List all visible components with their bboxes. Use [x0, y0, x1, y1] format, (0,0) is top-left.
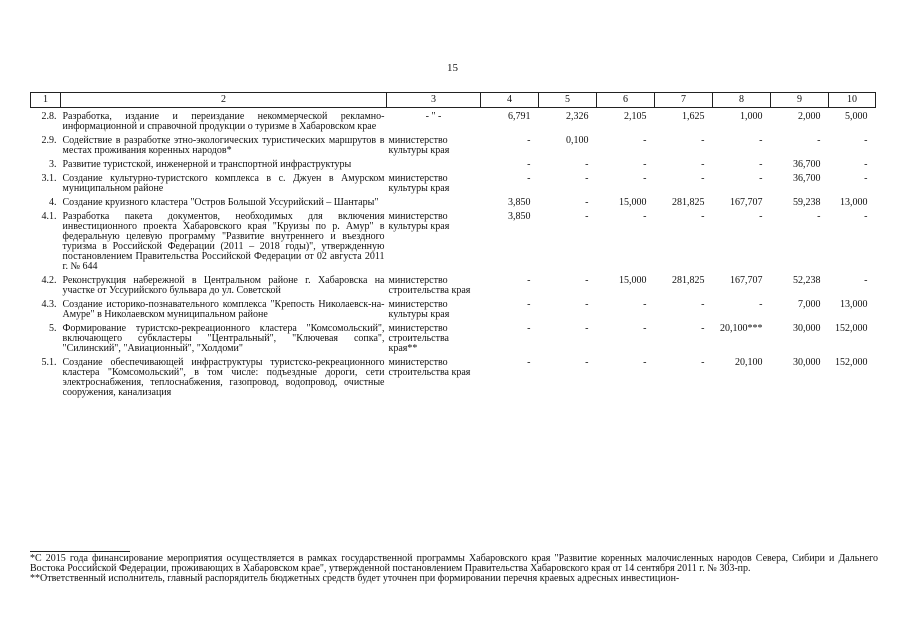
value-cell: - — [864, 173, 868, 184]
row-number: 3. — [49, 159, 57, 170]
value-cell: 3,850 — [508, 211, 531, 222]
executor: министерство культуры края — [388, 211, 450, 232]
executor — [387, 198, 481, 208]
value-cell: - — [527, 275, 531, 286]
value-cell: - — [585, 159, 589, 170]
value-cell: - — [759, 211, 763, 222]
value-cell: - — [527, 173, 531, 184]
value-cell: 152,000 — [835, 357, 868, 368]
page-number: 15 — [447, 62, 458, 74]
value-cell: - — [701, 323, 705, 334]
activity-name: Создание историко-познавательного комплекса "Крепость Николаевск-на-Амуре" в Николаевском муниципальном районе — [62, 299, 385, 320]
table-row — [31, 276, 876, 296]
value-cell: - — [864, 275, 868, 286]
value-cell: - — [701, 299, 705, 310]
executor: министерство строительства края — [388, 275, 471, 296]
row-number: 3.1. — [41, 173, 57, 184]
activity-name: Формирование туристско-рекреационного кластера "Комсомольский", включающего субкластеры "Центральный", "Ключевая сопка", "Силинский", "Авиационный", "Холдоми" — [62, 323, 385, 354]
value-cell: 36,700 — [793, 173, 821, 184]
value-cell: - — [864, 159, 868, 170]
value-cell: 15,000 — [619, 197, 647, 208]
value-cell: 3,850 — [508, 197, 531, 208]
value-cell: 59,238 — [793, 197, 821, 208]
value-cell: - — [817, 211, 821, 222]
value-cell: - — [864, 135, 868, 146]
table-row — [31, 160, 876, 170]
activity-name: Реконструкция набережной в Центральном районе г. Хабаровска на участке от Уссурийского бульвара до ул. Советской — [62, 275, 385, 296]
value-cell: 30,000 — [793, 357, 821, 368]
value-cell: - — [643, 173, 647, 184]
row-number: 5.1. — [41, 357, 57, 368]
activity-name: Создание обеспечивающей инфраструктуры туристско-рекреационного кластера "Комсомольский", в том числе: подъездные дороги, сети электроснабжения, теплоснабжения, газопровод, водопровод, очистные сооружения, канализация — [62, 357, 385, 398]
value-cell: 1,000 — [740, 111, 763, 122]
row-number: 4.2. — [41, 275, 57, 286]
column-header: 1 — [31, 93, 61, 108]
row-number: 2.8. — [41, 111, 57, 122]
activity-name: Разработка, издание и переиздание некоммерческой рекламно-информационной и справочной продукции о туризме в Хабаровском крае — [62, 111, 385, 132]
value-cell: - — [527, 299, 531, 310]
table-row — [31, 112, 876, 132]
value-cell: - — [759, 173, 763, 184]
value-cell: 281,825 — [672, 275, 705, 286]
value-cell: - — [585, 357, 589, 368]
row-number: 4. — [49, 197, 57, 208]
activity-name: Содействие в разработке этно-экологических туристических маршрутов в местах проживания коренных народов* — [62, 135, 385, 156]
column-header: 7 — [655, 93, 713, 108]
value-cell: 15,000 — [619, 275, 647, 286]
value-cell: - — [701, 173, 705, 184]
value-cell: 7,000 — [798, 299, 821, 310]
row-number: 4.1. — [41, 211, 57, 222]
column-header: 9 — [771, 93, 829, 108]
value-cell: 13,000 — [840, 299, 868, 310]
value-cell: - — [527, 159, 531, 170]
table-row — [31, 174, 876, 194]
row-number: 5. — [49, 323, 57, 334]
value-cell: - — [585, 275, 589, 286]
value-cell: - — [585, 197, 589, 208]
value-cell: 167,707 — [730, 197, 763, 208]
column-header: 3 — [387, 93, 481, 108]
executor: министерство строительства края** — [388, 323, 449, 354]
table-row — [31, 300, 876, 320]
table-row — [31, 136, 876, 156]
executor: министерство культуры края — [388, 173, 450, 194]
value-cell: - — [864, 211, 868, 222]
value-cell: - — [527, 357, 531, 368]
column-header: 4 — [481, 93, 539, 108]
activity-name: Разработка пакета документов, необходимых для включения инвестиционного проекта Хабаровского края "Круизы по р. Амур" в федеральную целевую программу "Развитие внутреннего и въездного туризма в Российской Федерации (2011 – 2018 годы)", утвержденную постановлением Правительства Российской Федерации от 02 августа 2011 г. № 644 — [62, 211, 385, 272]
value-cell: - — [701, 211, 705, 222]
footnotes — [30, 554, 878, 584]
value-cell: 2,000 — [798, 111, 821, 122]
table-header-row — [31, 93, 876, 108]
value-cell: - — [701, 159, 705, 170]
value-cell: - — [643, 159, 647, 170]
column-header: 5 — [539, 93, 597, 108]
value-cell: - — [643, 323, 647, 334]
row-number: 4.3. — [41, 299, 57, 310]
value-cell: 2,326 — [566, 111, 589, 122]
footnote: **Ответственный исполнитель, главный распорядитель бюджетных средств будет уточнен при формировании перечня краевых адресных инвестицион- — [30, 573, 680, 584]
column-header: 6 — [597, 93, 655, 108]
executor: - " - — [425, 111, 442, 122]
value-cell: - — [643, 135, 647, 146]
value-cell: 20,100 — [735, 357, 763, 368]
value-cell: - — [585, 173, 589, 184]
table-row — [31, 212, 876, 272]
activity-name: Создание круизного кластера "Остров Большой Уссурийский – Шантары" — [62, 197, 379, 208]
activity-name: Создание культурно-туристского комплекса в с. Джуен в Амурском муниципальном районе — [62, 173, 385, 194]
value-cell: - — [643, 299, 647, 310]
table-row — [31, 324, 876, 354]
value-cell: - — [817, 135, 821, 146]
table-row — [31, 198, 876, 208]
program-activities-table — [30, 92, 876, 398]
footnote: *С 2015 года финансирование мероприятия осуществляется в рамках государственной программы Хабаровского края "Развитие коренных малочисленных народов Севера, Сибири и Дальнего Востока Российской Федерации, проживающих в Хабаровском крае", утвержденной постановлением Правительства Хабаровского края от 14 сентября 2011 г. № 303-пр. — [30, 553, 878, 574]
value-cell: - — [759, 159, 763, 170]
value-cell: - — [527, 135, 531, 146]
value-cell: 1,625 — [682, 111, 705, 122]
value-cell: 152,000 — [835, 323, 868, 334]
value-cell: 167,707 — [730, 275, 763, 286]
footnote-separator — [30, 551, 130, 552]
value-cell: 36,700 — [793, 159, 821, 170]
executor — [387, 160, 481, 170]
table-row — [31, 358, 876, 398]
value-cell: 20,100*** — [720, 323, 763, 334]
value-cell: - — [643, 357, 647, 368]
value-cell: - — [759, 135, 763, 146]
value-cell: - — [585, 299, 589, 310]
executor: министерство строительства края — [388, 357, 471, 378]
value-cell: 5,000 — [845, 111, 868, 122]
value-cell: 30,000 — [793, 323, 821, 334]
value-cell: - — [701, 357, 705, 368]
value-cell: - — [585, 211, 589, 222]
value-cell: 6,791 — [508, 111, 531, 122]
value-cell: - — [759, 299, 763, 310]
value-cell: 13,000 — [840, 197, 868, 208]
column-header: 2 — [61, 93, 387, 108]
activity-name: Развитие туристской, инженерной и транспортной инфраструктуры — [62, 159, 352, 170]
value-cell: 281,825 — [672, 197, 705, 208]
column-header: 10 — [829, 93, 876, 108]
value-cell: - — [527, 323, 531, 334]
value-cell: - — [585, 323, 589, 334]
executor: министерство культуры края — [388, 299, 450, 320]
value-cell: 0,100 — [566, 135, 589, 146]
row-number: 2.9. — [41, 135, 57, 146]
column-header: 8 — [713, 93, 771, 108]
value-cell: - — [643, 211, 647, 222]
value-cell: - — [701, 135, 705, 146]
value-cell: 2,105 — [624, 111, 647, 122]
executor: министерство культуры края — [388, 135, 450, 156]
value-cell: 52,238 — [793, 275, 821, 286]
